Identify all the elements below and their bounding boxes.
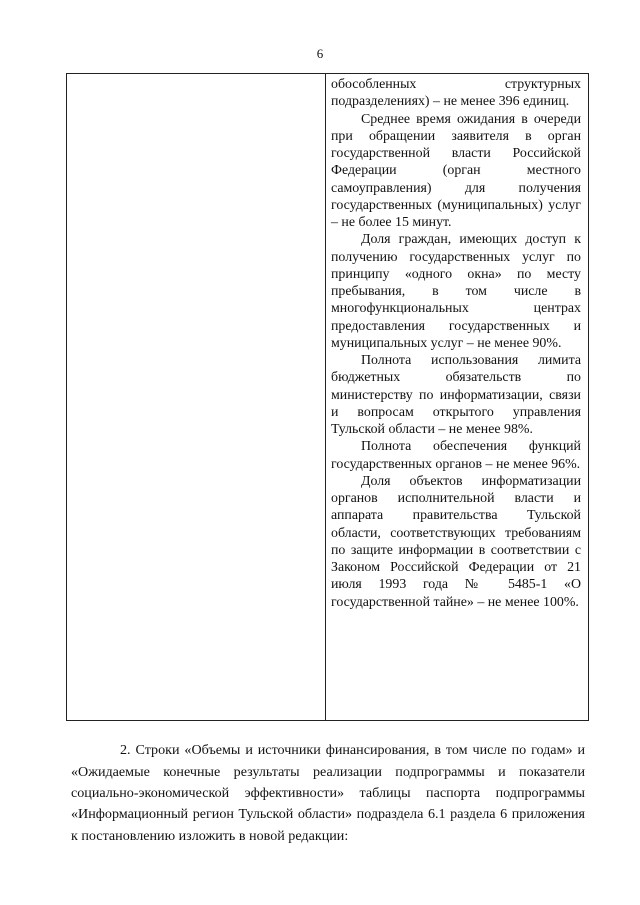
table-paragraph: Доля граждан, имеющих доступ к получению государственных услуг по принципу «одного окна» по месту пребывания, в том числе в многофункциональных центрах предоставления государственных и муниципальных услуг – не менее 90%.	[331, 232, 581, 351]
table-paragraph: Доля объектов информатизации органов исполнительной власти и аппарата правительства Тульской области, соответствующих требованиям по защите информации в соответствии с Законом Российской Федерации от 21 июля 1993 года № 5485-1 «О государственной тайне» – не менее 100%.	[331, 473, 581, 610]
page-number: 6	[316, 46, 324, 61]
table-paragraph: Среднее время ожидания в очереди при обращении заявителя в орган государственной власти Российской Федерации (орган местного самоуправления) для получения государственных (муниципальных) услуг – не более 15 минут.	[331, 111, 581, 230]
body-paragraph: 2. Строки «Объемы и источники финансирования, в том числе по годам» и «Ожидаемые конечные результаты реализации подпрограммы и показатели социально-экономической эффективности» таблицы паспорта подпрограммы «Информационный регион Тульской области» подраздела 6.1 раздела 6 приложения к постановлению изложить в новой редакции:	[71, 742, 585, 844]
table-column-divider	[325, 74, 326, 720]
table-paragraph: обособленных структурных подразделениях) – не менее 396 единиц.	[331, 77, 581, 110]
table-paragraph: Полнота использования лимита бюджетных обязательств по министерству по информатизации, связи и вопросам открытого управления Тульской области – не менее 98%.	[331, 353, 581, 437]
table-right-cell	[331, 76, 581, 611]
table-paragraph: Полнота обеспечения функций государственных органов – не менее 96%.	[331, 439, 581, 472]
passport-table	[66, 73, 589, 721]
